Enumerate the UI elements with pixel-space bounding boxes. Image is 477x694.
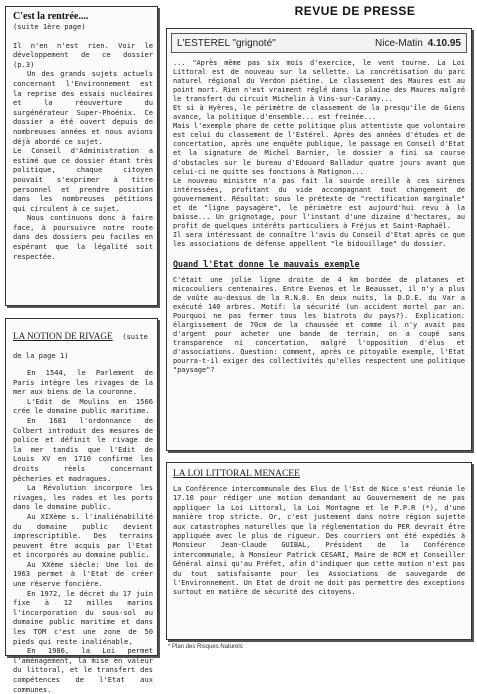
editorial-body: [13, 41, 153, 262]
paragraph: Un des grands sujets actuels concernant l'Environnement est la reprise des essais nucléaires et la réouverture du surgénérateur Super-Phoénix. Ce dossier a été ouvert depuis de nombreuses années et nous avions déjà abordé ce sujet.: [13, 69, 153, 146]
esterel-body: [167, 57, 471, 249]
footnote: * Plan des Risques Naturels: [168, 644, 243, 650]
loi-littoral-body: La Conférence intercommunale des Elus de l'Est de Nice s'est réunie le 17.10 pour rédiger une motion demandant au Gouvernement de ne pas appliquer la Loi Littoral, la Loi Montagne et le P.P.R (*), d'une manière trop stricte. Or, c'est justement dans notre région sujette aux catastrophes naturelles que la réglementation du PER devrait être appliquée avec le plus de rigueur. Des courriers ont été expédiés à Monsieur Jean-Claude GUIBAL, Président de la Conférence intercommunale, à Monsieur Patrick CESARI, Maire de RCM et Conseiller Général ainsi qu'au Préfet, afin d'indiquer que cette motion n'est pas du tout satisfaisante pour les Associations de sauvegarde de l'Environnement. Un Etat de droit ne doit pas permettre des exceptions surtout en matière de sécurité des citoyens.: [173, 485, 465, 597]
esterel-subtitle: Quand l'Etat donne le mauvais exemple: [173, 258, 360, 269]
paragraph: En 1681 l'ordonnance de Colbert introduit des mesures de police et définit le rivage de la mer tandis que l'Edit de Louis XV en 1710 confirme les droits réels concernant pêcheries et madragues.: [13, 415, 153, 483]
paragraph: En 1972, le décret du 17 juin fixe à 12 milles marins l'incorporation du sous-sol au domaine public maritime et dans les TOM c'est une zone de 50 pieds qui reste inaliénable.: [13, 588, 153, 646]
rivage-title: LA NOTION DE RIVAGE: [13, 331, 113, 341]
paragraph: Mais l'exemple phare de cette politique plus attentiste que volontaire est celui du classement de l'Estérel. Après des années d'études et de concertation, après une enquête publique, le passage en Conseil d'Etat et la signature de Michel Barnier, le dossier a fini sa course d'obstacles sur le bureau d'Edouard Balladur quatre jours avant que celui-ci ne quitte ses fonctions à Matignon...: [173, 122, 465, 176]
page-header: REVUE DE PRESSE: [294, 4, 416, 18]
paragraph: En 1986, la Loi permet l'aménagement, la mise en valeur du littoral, et le transfert des compétences de l'Etat aux communes.: [13, 646, 153, 694]
source-date: 4.10.95: [427, 38, 461, 49]
rivage-body: [13, 368, 153, 694]
loi-littoral-box: [166, 462, 472, 640]
source-name: Nice-Matin: [375, 38, 423, 49]
rivage-title-suffix: (suite de la page 1): [13, 332, 148, 360]
paragraph: Le nouveau ministre n'a pas fait la sourde oreille à ces sirènes intéressées, profitant du vide accompagnant tout changement de gouvernement. Résultat: sous le prétexte de "rectification marginale" et de "ligne paysagère", le périmètre est aujourd'hui revu à la baisse... Un grignotage, pour l'instant d'une dizaine d'hectares, au profit de quelques intérêts particuliers à Fréjus et Saint-Raphaël.: [173, 176, 465, 230]
esterel-title: L'ESTEREL "grignoté": [177, 38, 276, 49]
editorial-title: C'est la rentrée....: [13, 11, 89, 22]
paragraph: Il sera intéressant de connaître l'avis du Conseil d'Etat après ce que les associations de défense appellent "le bidouillage" du dossier.: [173, 230, 465, 248]
editorial-subtitle: (suite 1ère page): [13, 22, 86, 31]
paragraph: Au XIXème s. l'inaliénabilité du domaine public devient imprescriptible. Des terrains peuvent être acquis par l'Etat et incorporés au domaine public.: [13, 511, 153, 560]
editorial-box: [5, 6, 158, 306]
paragraph: En 1544, le Parlement de Paris intègre les rivages de la mer aux biens de la couronne.: [13, 368, 153, 397]
rivage-heading: [13, 324, 153, 362]
esterel-source: [375, 38, 461, 49]
rivage-box: [5, 318, 158, 694]
loi-littoral-title: LA LOI LITTORAL MENACEE: [173, 469, 300, 479]
paragraph: Nous continuons donc à faire face, à poursuivre notre route dans des dossiers peu faciles en espérant que la légalité soit respectée.: [13, 213, 153, 261]
esterel-box: [166, 28, 472, 451]
paragraph: Au XXème siècle: Une loi de 1963 permet à l'Etat de créer une réserve foncière.: [13, 559, 153, 589]
esterel-header: [171, 33, 467, 53]
paragraph: L'Edit de Moulins en 1566 crée le domaine public maritime.: [13, 396, 153, 416]
paragraph: Le Conseil d'Administration a estimé que ce dossier étant très politique, chaque citoyen pouvait s'exprimer à titre personnel et prendre position dans les nombreuses pétitions qui circulent à ce sujet.: [13, 146, 153, 213]
paragraph: ... "Après même pas six mois d'exercice, le vent tourne. La Loi Littoral est de nouveau sur la sellette. La concrétisation du parc naturel régional du Verdon piétine. Le classement des Maures est au point mort. Rien n'est vraiment réglé dans la plaine des Maures malgré le transfert du circuit Michelin à Vins-sur-Caramy...: [173, 59, 465, 104]
paragraph: Il n'en n'est rien. Voir le développement de ce dossier (p.3): [13, 40, 153, 69]
paragraph: La Révolution incorpore les rivages, les rades et les ports dans le domaine public.: [13, 483, 153, 512]
paragraph: Et si à Hyères, le périmètre de classement de la presqu'île de Giens avance, la politique d'ensemble... est freinée...: [173, 104, 465, 122]
esterel-sub-body: C'était une jolie ligne droite de 4 km bordée de platanes et micocouliers centenaires. Entre Evenos et le Beausset, il n'y a plus de voûte au-dessus de la R.N.8. En deux nuits, la D.D.E. du Var a exécuté 140 arbres. Motif: la sécurité (un accident mortel par an. Pourquoi ne pas fermer tous les bistrots du pays?). Explication: élargissement de 70cm de la chaussée et comme il n'y avait pas d'argent pour acheter une bande de terrain, on a coupé sans transparence ni concertation, malgré l'opposition d'élus et d'associations. Question: comment, après ce pitoyable exemple, l'Etat pourra-t-il exiger des collectivités qu'elles respectent une politique "paysage"?: [173, 275, 465, 375]
